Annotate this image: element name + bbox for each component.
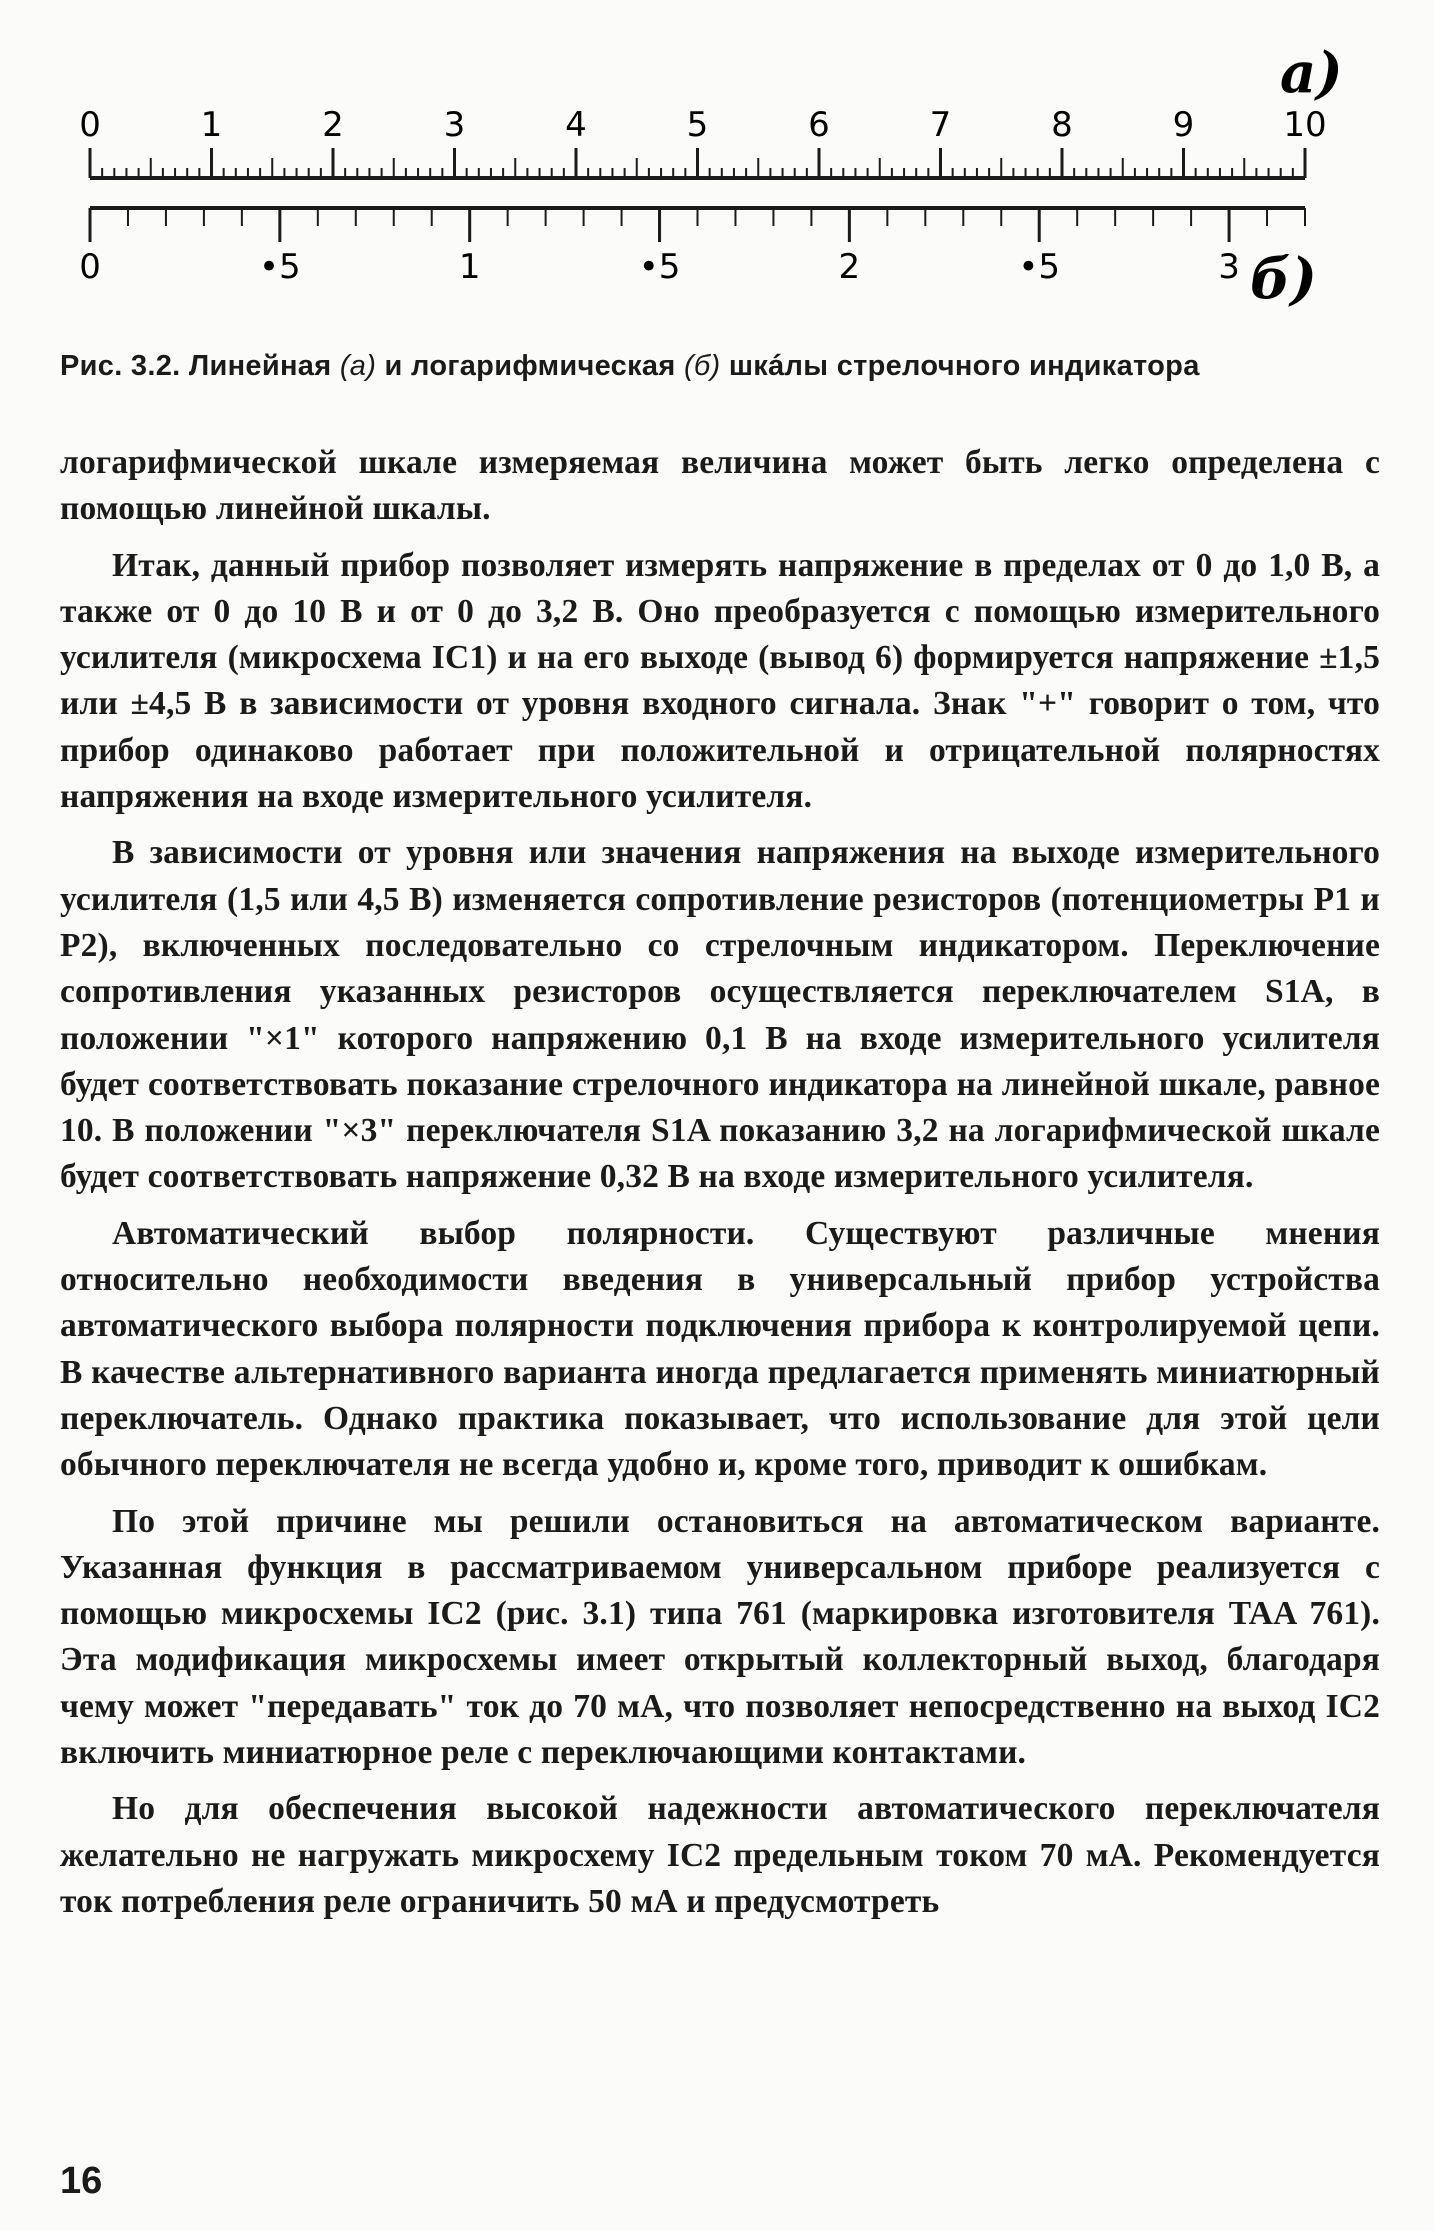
paragraph-4 bbox=[60, 1211, 1380, 1489]
label-b: б) bbox=[1250, 246, 1317, 312]
linear-tick-label: 4 bbox=[565, 105, 587, 145]
linear-tick-label: 3 bbox=[443, 105, 466, 145]
body-text bbox=[60, 440, 1380, 1925]
log-tick-label: 3 bbox=[1218, 247, 1240, 287]
paragraph-5: По этой причине мы решили остановиться на автоматическом варианте. Указанная функция в рассматриваемом универсальном приборе реализуется с помощью микросхемы IC2 (рис. 3.1) типа 761 (маркировка изготовителя TAA 761). Эта модификация микросхемы имеет открытый коллекторный выход, благодаря чему может "передавать" ток до 70 мА, что позволяет непосредственно на выход IC2 включить миниатюрное реле с переключающими контактами. bbox=[60, 1502, 1380, 1772]
paragraph-3: В зависимости от уровня или значения напряжения на выходе измерительного усилителя (1,5 или 4,5 В) изменяется сопротивление резисторов (потенциометры P1 и P2), включенных последовательно со стрелочным индикатором. Переключение сопротивления указанных резисторов осуществляется переключателем S1A, в положении "×1" которого напряжению 0,1 В на входе измерительного усилителя будет соответствовать показание стрелочного индикатора на линейной шкале, равное 10. В положении "×3" переключателя S1A показанию 3,2 на логарифмической шкале будет соответствовать напряжение 0,32 В на входе измерительного усилителя. bbox=[60, 834, 1380, 1196]
page-number: 16 bbox=[60, 2160, 103, 2202]
log-tick-label: •5 bbox=[638, 247, 681, 287]
linear-tick-label: 7 bbox=[929, 105, 952, 145]
scales-diagram bbox=[80, 30, 1380, 340]
log-scale bbox=[79, 208, 1305, 287]
caption-text-3: шкáлы стрелочного индикатора bbox=[728, 350, 1200, 382]
linear-tick-label: 5 bbox=[686, 105, 709, 145]
linear-tick-label: 8 bbox=[1051, 105, 1073, 145]
linear-scale bbox=[79, 105, 1326, 178]
linear-tick-label: 9 bbox=[1172, 105, 1195, 145]
linear-tick-label: 6 bbox=[808, 105, 830, 145]
paragraph-6: Но для обеспечения высокой надежности автоматического переключателя желательно не нагружать микросхему IC2 предельным током 70 мА. Рекомендуется ток потребления реле ограничить 50 мА и предусмотреть bbox=[60, 1790, 1380, 1920]
caption-prefix: Рис. 3.2. bbox=[60, 350, 181, 382]
label-a: а) bbox=[1280, 40, 1343, 106]
paragraph-2: Итак, данный прибор позволяет измерять напряжение в пределах от 0 до 1,0 В, а также от 0 до 10 В и от 0 до 3,2 В. Оно преобразуется с помощью измерительного усилителя (микросхема IC1) и на его выходе (вывод 6) формируется напряжение ±1,5 или ±4,5 В в зависимости от уровня входного сигнала. Знак "+" говорит о том, что прибор одинаково работает при положительной и отрицательной полярностях напряжения на входе измерительного усилителя. bbox=[60, 546, 1380, 816]
linear-tick-label: 2 bbox=[322, 105, 344, 145]
figure-scales bbox=[80, 30, 1380, 340]
linear-tick-label: 0 bbox=[79, 105, 101, 145]
linear-tick-label: 1 bbox=[200, 105, 223, 145]
figure-caption bbox=[60, 350, 1380, 383]
caption-text-1: Линейная bbox=[188, 350, 332, 382]
paragraph-1: логарифмической шкале измеряемая величина может быть легко определена с помощью линейной шкалы. bbox=[60, 444, 1380, 528]
caption-mark-b: (б) bbox=[683, 350, 721, 382]
log-tick-label: •5 bbox=[259, 247, 301, 287]
log-tick-label: 0 bbox=[79, 247, 101, 287]
log-tick-label: •5 bbox=[1018, 247, 1061, 287]
log-tick-label: 2 bbox=[838, 247, 861, 287]
section-heading: Автоматический выбор полярности. bbox=[112, 1214, 755, 1252]
caption-text-2: и логарифмическая bbox=[384, 350, 676, 382]
paragraph-4-text: Существуют различные мнения относительно необходимости введения в универсальный прибор устройства автоматического выбора полярности подключения прибора к контролируемой цепи. В качестве альтернативного варианта иногда предлагается применять миниатюрный переключатель. Однако практика показывает, что использование для этой цели обычного переключателя не всегда удобно и, кроме того, приводит к ошибкам. bbox=[60, 1214, 1380, 1484]
log-tick-label: 1 bbox=[458, 247, 481, 287]
linear-tick-label: 10 bbox=[1283, 105, 1327, 145]
caption-mark-a: (а) bbox=[339, 350, 377, 382]
